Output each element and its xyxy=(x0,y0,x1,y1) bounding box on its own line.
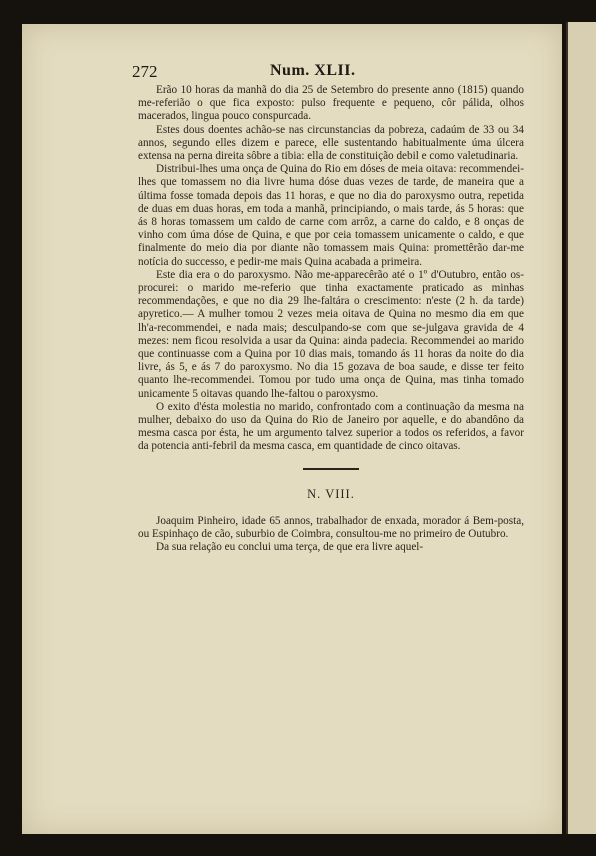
section-divider xyxy=(303,468,359,470)
facing-page-edge xyxy=(566,22,596,834)
page-number: 272 xyxy=(132,62,158,81)
paragraph: Da sua relação eu conclui uma terça, de que era livre aquel- xyxy=(156,541,424,554)
section-title: N. VIII. xyxy=(307,486,355,501)
paragraph: Erão 10 horas da manhã do dia 25 de Setembro do presente anno (1815) quando me-referião o que fica exposto: pulso frequente e pequeno, côr pálida, olhos macerados, lingua pouco conspurcada. xyxy=(138,84,524,123)
paragraph: Joaquim Pinheiro, idade 65 annos, trabalhador de enxada, morador á Bem-posta, ou Espinhaço de cão, suburbio de Coimbra, consultou-me no primeiro de Outubro. xyxy=(138,514,524,541)
body-text xyxy=(138,84,524,555)
paragraph: Estes dous doentes achão-se nas circunstancias da pobreza, cadaúm de 33 ou 34 annos, segundo elles dizem e parece, elle sustentando habitualmente úma úlcera extensa na perna direita sôbre a tibia: ella de constituição debil e como valetudinaria. xyxy=(138,123,524,163)
paragraph: O exito d'ésta molestia no marido, confrontado com a continuação da mesma na mulher, debaixo do uso da Quina do Rio de Janeiro por aquelle, e do abandôno da mesma casca por ésta, he um argumento talvez superior a todos os referidos, a favor da potencia anti-febril da mesma casca, em quantidade de cinco oitavas. xyxy=(138,400,524,453)
paragraph: Distribui-lhes uma onça de Quina do Rio em dóses de meia oitava: recommendei-lhes que tomassem no dia livre huma dóse duas vezes de tarde, de maneira que a última fosse tomada depois das 11 horas, e que no dia do paroxysmo outra, repetida de duas em duas horas, em toda a manhã, principiando, o mais tarde, ás 5 horas: que ás 8 horas tomassem um caldo de carne com arrôz, a carne do caldo, e 8 onças de vinho com úma dóse de Quina, e que por ceia tomassem unicamente o caldo, e que finalmente do meio dia por diante não tomassem mais Quina: promettêrão dar-me notícia do successo, e pedir-me mais Quina acabada a primeira. xyxy=(138,163,524,268)
paragraph: Este dia era o do paroxysmo. Não me-apparecêrão até o 1º d'Outubro, então os-procurei: o marido me-referio que tinha exactamente praticado as minhas recommendações, e que no dia 29 lhe-faltára o crescimento: n'este (2 h. da tarde) apyretico.— A mulher tomou 2 vezes meia oitava de Quina no mesmo dia em que lh'a-recommendei, e nada mais; desculpando-se com que se-julgava gravida de 4 mezes: nem ficou resolvida a usar da Quina: ainda padecia. Recommendei ao marido que continuasse com a Quina por 10 dias mais, tomando ás 11 horas da noite do dia livre, ás 5, e ás 7 do paroxysmo. No dia 15 gozava de boa saude, e disse ter feito quanto lhe-recommendei. Tomou por tudo uma onça de Quina, mas tinha tomado unicamente 5 oitavas quando lhe-faltou o paroxysmo. xyxy=(138,268,524,400)
running-head: Num. XLII. xyxy=(270,62,356,79)
page-header xyxy=(130,62,520,84)
